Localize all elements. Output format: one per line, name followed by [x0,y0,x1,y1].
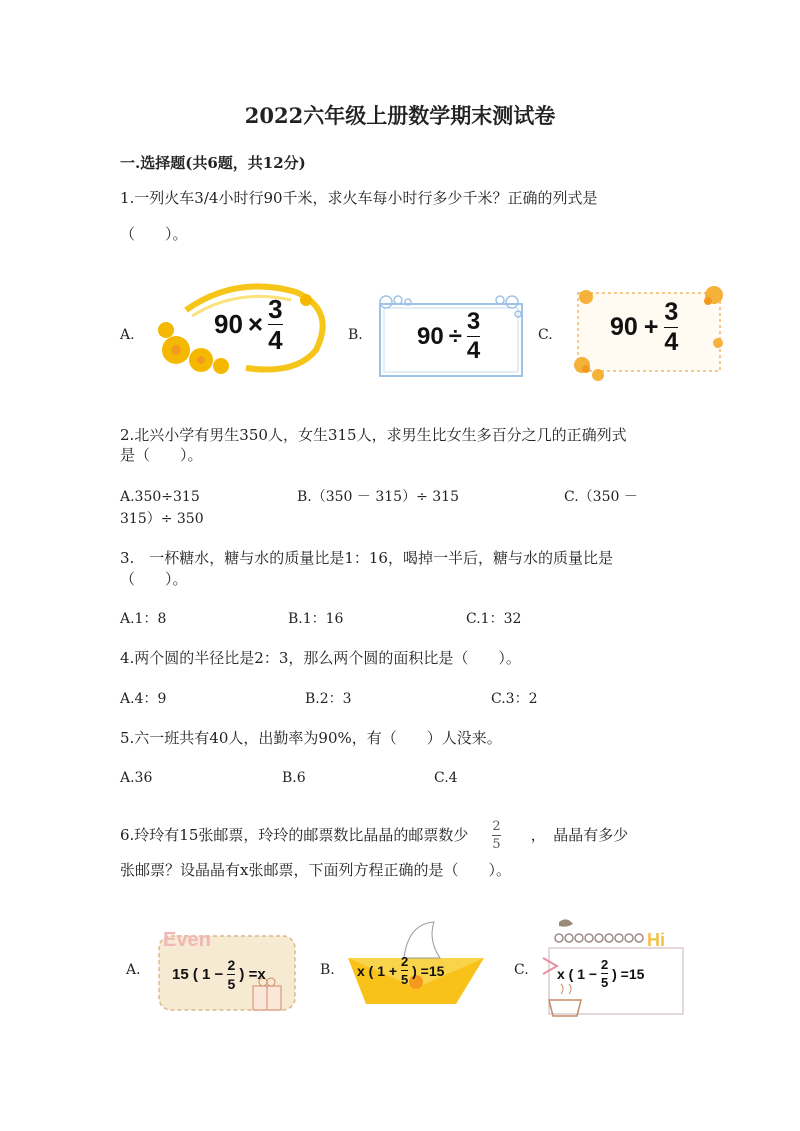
q2-option-a[interactable]: A.350÷315 [120,489,200,505]
q6-c-post: ) =15 [608,965,645,982]
q6-a-deco-text: Even [163,929,211,951]
question-6-text-part2: ， 晶晶有多少 [530,826,629,844]
q1-a-num: 3 [268,294,283,324]
question-5-text: 5.六一班共有40人，出勤率为90%，有（ ）人没来。 [120,729,502,747]
q5-option-b[interactable]: B.6 [282,770,306,786]
q6-a-post: ) =x [235,966,266,983]
q4-option-c[interactable]: C.3：2 [491,691,538,707]
q3-option-a[interactable]: A.1：8 [120,611,167,627]
question-1-blank: （ ）。 [120,225,188,243]
q6-b-fraction [401,955,408,986]
q6-b-den: 5 [400,972,409,987]
q6-option-b-label[interactable]: B. [320,962,335,978]
q1-b-fraction [467,310,480,363]
q4-option-a[interactable]: A.4：9 [120,691,167,707]
q3-option-b[interactable]: B.1：16 [288,611,344,627]
q6-a-pre: 15 ( 1 − [172,966,228,983]
q4-option-b[interactable]: B.2：3 [305,691,352,707]
q6-b-post: ) =15 [408,962,445,979]
q6-inline-fraction [492,820,500,851]
q6-inline-num: 2 [492,819,501,834]
q1-a-den: 4 [268,325,283,355]
q6-b-pre: x ( 1 + [357,962,401,979]
q6-c-pre: x ( 1 − [557,965,601,982]
q5-option-c[interactable]: C.4 [434,770,458,786]
q1-c-whole: 90 [610,313,638,341]
q1-c-fraction [664,300,678,355]
q6-c-deco-text: Hi [647,930,665,950]
question-3-blank: （ ）。 [120,570,188,588]
q1-a-op: × [247,309,264,339]
q6-a-num: 2 [227,957,236,973]
q6-a-fraction [227,958,235,991]
question-2-text: 2.北兴小学有男生350人，女生315人，求男生比女生多百分之几的正确列式 [120,426,627,444]
section-heading: 一.选择题(共6题，共12分) [120,154,306,172]
q6-option-b-expression [357,955,444,986]
q1-b-num: 3 [466,308,481,335]
q1-option-a-expression [214,296,283,353]
q1-option-c-label[interactable]: C. [538,327,553,343]
q1-c-num: 3 [664,298,679,326]
q1-a-fraction [268,296,282,353]
q6-c-num: 2 [600,957,609,972]
q6-option-c-expression [557,958,644,989]
page-title: 2022六年级上册数学期末测试卷 [244,103,556,128]
q1-b-op: ÷ [448,322,462,350]
q6-option-c-label[interactable]: C. [514,962,529,978]
q6-inline-den: 5 [492,837,501,852]
q3-option-c[interactable]: C.1：32 [466,611,522,627]
q6-c-den: 5 [600,975,609,990]
q1-option-c-expression [610,300,678,355]
q1-b-den: 4 [466,337,481,364]
q1-option-b-expression [417,310,480,363]
q5-option-a[interactable]: A.36 [120,770,153,786]
question-6-text [120,820,628,851]
question-4-text: 4.两个圆的半径比是2：3，那么两个圆的面积比是（ ）。 [120,649,521,667]
q1-c-den: 4 [664,328,679,356]
question-2-blank: 是（ ）。 [120,446,203,464]
question-6-text-line2: 张邮票？设晶晶有x张邮票，下面列方程正确的是（ ）。 [120,861,511,879]
q1-option-a-label[interactable]: A. [120,327,135,343]
q1-b-whole: 90 [417,322,444,350]
q1-option-b-label[interactable]: B. [348,327,363,343]
question-6-text-part1: 6.玲玲有15张邮票，玲玲的邮票数比晶晶的邮票数少 [120,826,469,844]
question-3-text: 3. 一杯糖水，糖与水的质量比是1：16，喝掉一半后，糖与水的质量比是 [120,549,613,567]
q2-option-c-continued: 315）÷ 350 [120,511,204,527]
q6-b-num: 2 [400,954,409,969]
q6-option-a-expression [172,958,266,991]
q1-a-whole: 90 [214,309,243,339]
q6-option-a-label[interactable]: A. [126,962,141,978]
question-1-text: 1.一列火车3/4小时行90千米，求火车每小时行多少千米？正确的列式是 [120,189,598,207]
q2-option-c[interactable]: C.（350 － [564,489,638,505]
q6-a-den: 5 [227,976,236,992]
q6-c-fraction [601,958,608,989]
q1-c-op: + [643,313,659,341]
q2-option-b[interactable]: B.（350 － 315）÷ 315 [297,489,459,505]
